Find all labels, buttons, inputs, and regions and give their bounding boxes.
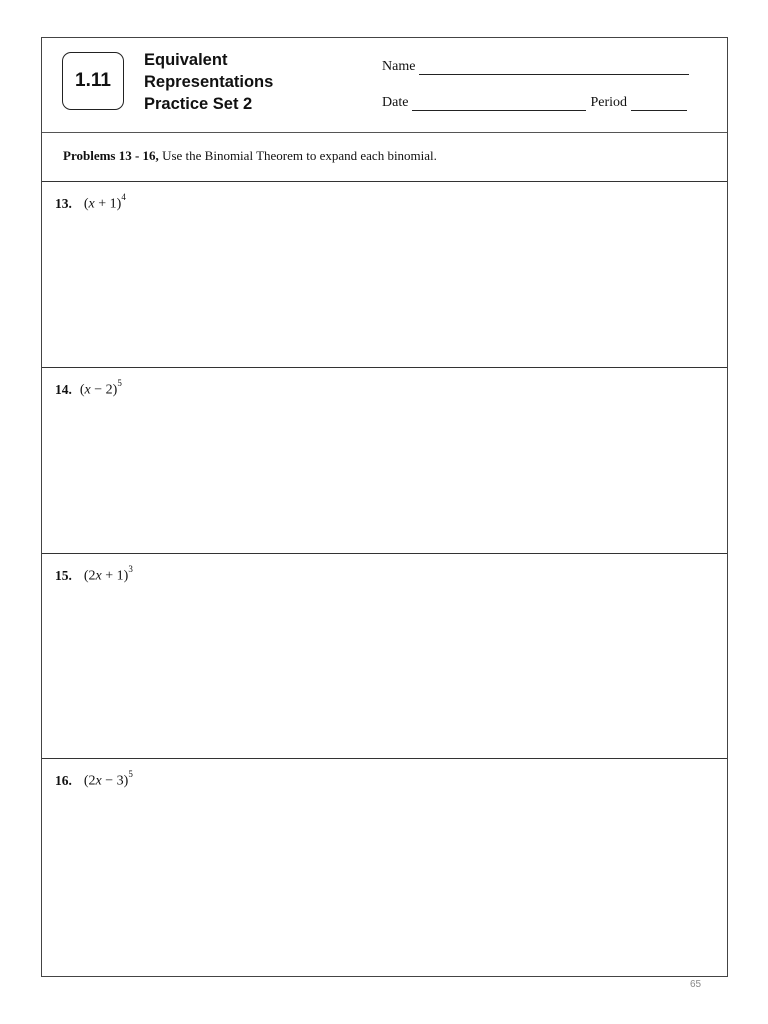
variable: x [88, 196, 95, 212]
problem-label [55, 380, 122, 399]
problem-13 [42, 182, 727, 368]
problem-15 [42, 554, 727, 759]
coefficient: 2 [88, 568, 96, 584]
close-paren: ) [123, 568, 129, 584]
constant: 1 [116, 568, 124, 584]
problem-label [55, 194, 126, 213]
title-line: Representations [144, 73, 274, 91]
exponent: 3 [128, 564, 133, 574]
variable: x [84, 382, 91, 398]
open-paren: ( [79, 382, 85, 398]
close-paren: ) [112, 382, 118, 398]
constant: 2 [105, 382, 113, 398]
worksheet-page [41, 37, 728, 977]
title-line: Practice Set 2 [144, 95, 253, 113]
title-line: Equivalent [144, 51, 228, 69]
period-blank-line[interactable] [631, 96, 687, 111]
binomial-expression [80, 380, 122, 399]
constant: 3 [116, 773, 124, 789]
period-label: Period [590, 95, 627, 110]
instructions [42, 132, 727, 182]
problem-number: 13. [55, 195, 72, 211]
exponent: 5 [117, 378, 122, 388]
operator: + [101, 568, 117, 584]
variable: x [95, 773, 102, 789]
open-paren: ( [83, 773, 89, 789]
problem-14 [42, 368, 727, 554]
exponent: 5 [128, 769, 133, 779]
exponent: 4 [121, 192, 126, 202]
problem-16 [42, 759, 727, 976]
problem-label [55, 566, 133, 585]
operator: − [101, 773, 117, 789]
date-blank-line[interactable] [412, 96, 586, 111]
binomial-expression [84, 771, 133, 790]
operator: − [90, 382, 106, 398]
close-paren: ) [123, 773, 129, 789]
constant: 1 [109, 196, 117, 212]
date-period-row [382, 95, 687, 111]
name-field-row [382, 59, 689, 75]
name-blank-line[interactable] [419, 60, 689, 75]
instructions-text: Use the Binomial Theorem to expand each binomial. [162, 148, 437, 163]
worksheet-header [42, 38, 727, 133]
close-paren: ) [116, 196, 122, 212]
binomial-expression [84, 566, 133, 585]
problem-number: 15. [55, 567, 72, 583]
problem-label [55, 771, 133, 790]
open-paren: ( [83, 568, 89, 584]
name-label: Name [382, 59, 416, 74]
worksheet-title [144, 49, 273, 115]
problem-number: 14. [55, 381, 72, 397]
binomial-expression [84, 194, 126, 213]
date-label: Date [382, 95, 409, 110]
coefficient: 2 [88, 773, 96, 789]
instructions-heading: Problems 13 - 16, [63, 148, 159, 163]
lesson-number-badge: 1.11 [62, 52, 124, 110]
page-number: 65 [690, 979, 702, 990]
problem-number: 16. [55, 772, 72, 788]
open-paren: ( [83, 196, 89, 212]
variable: x [95, 568, 102, 584]
operator: + [94, 196, 110, 212]
